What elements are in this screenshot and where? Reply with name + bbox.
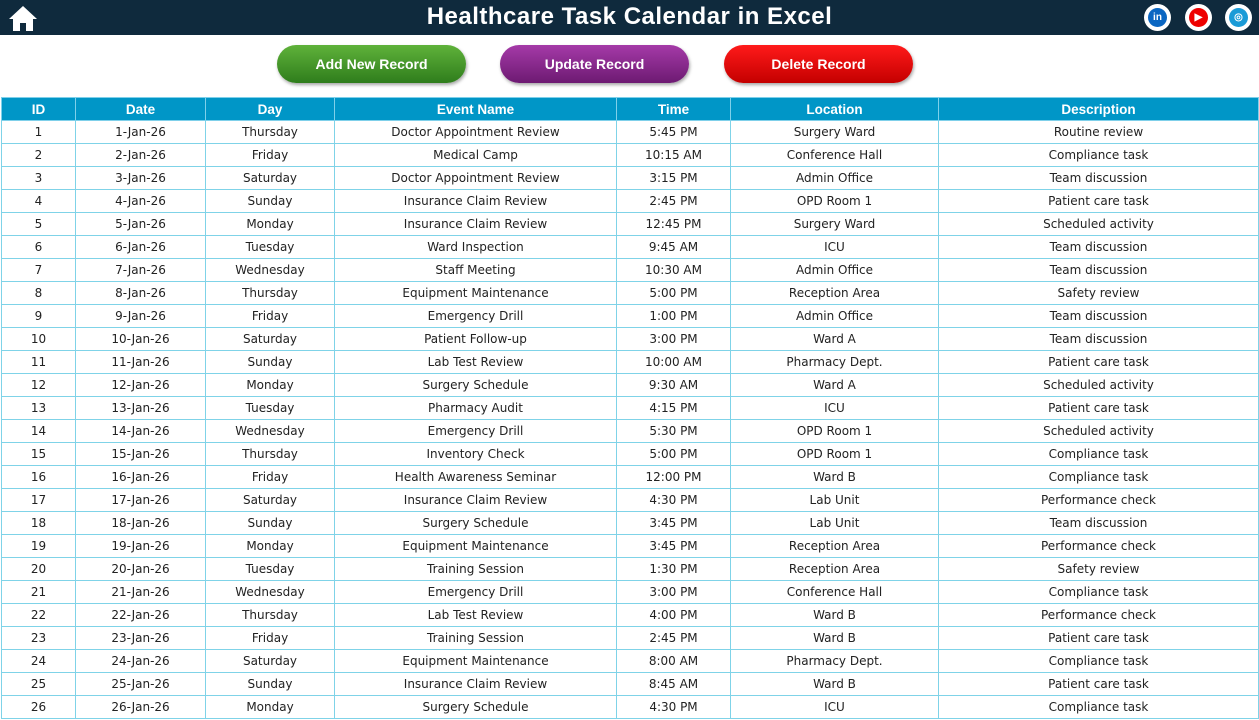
cell-id[interactable]: 6: [2, 236, 76, 259]
cell-time[interactable]: 3:45 PM: [617, 512, 731, 535]
cell-description[interactable]: Patient care task: [939, 627, 1259, 650]
cell-id[interactable]: 7: [2, 259, 76, 282]
table-row: [2, 650, 1259, 673]
cell-event-name[interactable]: Training Session: [335, 627, 617, 650]
cell-event-name[interactable]: Ward Inspection: [335, 236, 617, 259]
cell-date[interactable]: 2-Jan-26: [76, 144, 206, 167]
table-row: [2, 351, 1259, 374]
cell-location[interactable]: Conference Hall: [731, 581, 939, 604]
cell-id[interactable]: 1: [2, 121, 76, 144]
cell-day[interactable]: Tuesday: [206, 236, 335, 259]
cell-location[interactable]: Conference Hall: [731, 144, 939, 167]
column-header-id[interactable]: ID: [2, 98, 76, 121]
cell-time[interactable]: 4:00 PM: [617, 604, 731, 627]
cell-day[interactable]: Thursday: [206, 282, 335, 305]
cell-location[interactable]: ICU: [731, 696, 939, 719]
cell-date[interactable]: 9-Jan-26: [76, 305, 206, 328]
cell-id[interactable]: 2: [2, 144, 76, 167]
cell-event-name[interactable]: Insurance Claim Review: [335, 489, 617, 512]
cell-location[interactable]: Ward B: [731, 466, 939, 489]
cell-date[interactable]: 22-Jan-26: [76, 604, 206, 627]
cell-location[interactable]: Pharmacy Dept.: [731, 351, 939, 374]
cell-day[interactable]: Monday: [206, 696, 335, 719]
cell-event-name[interactable]: Lab Test Review: [335, 604, 617, 627]
table-row: [2, 489, 1259, 512]
cell-time[interactable]: 4:30 PM: [617, 696, 731, 719]
cell-day[interactable]: Thursday: [206, 121, 335, 144]
cell-date[interactable]: 25-Jan-26: [76, 673, 206, 696]
cell-day[interactable]: Friday: [206, 466, 335, 489]
cell-description[interactable]: Performance check: [939, 535, 1259, 558]
cell-location[interactable]: Admin Office: [731, 167, 939, 190]
cell-location[interactable]: OPD Room 1: [731, 443, 939, 466]
cell-day[interactable]: Saturday: [206, 489, 335, 512]
cell-event-name[interactable]: Insurance Claim Review: [335, 673, 617, 696]
cell-event-name[interactable]: Staff Meeting: [335, 259, 617, 282]
cell-description[interactable]: Safety review: [939, 558, 1259, 581]
cell-date[interactable]: 1-Jan-26: [76, 121, 206, 144]
globe-icon[interactable]: ◎: [1225, 4, 1252, 31]
cell-event-name[interactable]: Pharmacy Audit: [335, 397, 617, 420]
cell-description[interactable]: Patient care task: [939, 351, 1259, 374]
cell-description[interactable]: Team discussion: [939, 512, 1259, 535]
cell-time[interactable]: 4:15 PM: [617, 397, 731, 420]
cell-location[interactable]: Pharmacy Dept.: [731, 650, 939, 673]
cell-id[interactable]: 15: [2, 443, 76, 466]
cell-event-name[interactable]: Patient Follow-up: [335, 328, 617, 351]
table-row: [2, 190, 1259, 213]
cell-location[interactable]: Ward A: [731, 328, 939, 351]
table-row: [2, 236, 1259, 259]
cell-id[interactable]: 11: [2, 351, 76, 374]
cell-day[interactable]: Tuesday: [206, 558, 335, 581]
cell-event-name[interactable]: Inventory Check: [335, 443, 617, 466]
cell-event-name[interactable]: Emergency Drill: [335, 581, 617, 604]
cell-date[interactable]: 8-Jan-26: [76, 282, 206, 305]
cell-location[interactable]: Lab Unit: [731, 512, 939, 535]
cell-date[interactable]: 17-Jan-26: [76, 489, 206, 512]
youtube-icon[interactable]: ▶: [1185, 4, 1212, 31]
cell-description[interactable]: Compliance task: [939, 144, 1259, 167]
table-row: [2, 696, 1259, 719]
column-header-date[interactable]: Date: [76, 98, 206, 121]
cell-description[interactable]: Performance check: [939, 489, 1259, 512]
column-header-description[interactable]: Description: [939, 98, 1259, 121]
cell-event-name[interactable]: Doctor Appointment Review: [335, 121, 617, 144]
cell-time[interactable]: 1:00 PM: [617, 305, 731, 328]
cell-location[interactable]: Ward A: [731, 374, 939, 397]
table-row: [2, 420, 1259, 443]
records-table: [1, 97, 1259, 719]
cell-date[interactable]: 11-Jan-26: [76, 351, 206, 374]
cell-time[interactable]: 5:30 PM: [617, 420, 731, 443]
table-row: [2, 282, 1259, 305]
cell-day[interactable]: Sunday: [206, 190, 335, 213]
cell-event-name[interactable]: Insurance Claim Review: [335, 213, 617, 236]
cell-date[interactable]: 15-Jan-26: [76, 443, 206, 466]
cell-time[interactable]: 9:30 AM: [617, 374, 731, 397]
cell-date[interactable]: 10-Jan-26: [76, 328, 206, 351]
cell-time[interactable]: 10:15 AM: [617, 144, 731, 167]
cell-event-name[interactable]: Emergency Drill: [335, 420, 617, 443]
page-title: Healthcare Task Calendar in Excel: [426, 3, 833, 30]
cell-day[interactable]: Friday: [206, 627, 335, 650]
cell-description[interactable]: Scheduled activity: [939, 420, 1259, 443]
table-row: [2, 512, 1259, 535]
cell-day[interactable]: Wednesday: [206, 581, 335, 604]
cell-description[interactable]: Compliance task: [939, 466, 1259, 489]
cell-location[interactable]: Reception Area: [731, 535, 939, 558]
table-row: [2, 443, 1259, 466]
cell-event-name[interactable]: Training Session: [335, 558, 617, 581]
table-row: [2, 374, 1259, 397]
cell-description[interactable]: Scheduled activity: [939, 213, 1259, 236]
cell-description[interactable]: Performance check: [939, 604, 1259, 627]
cell-time[interactable]: 3:15 PM: [617, 167, 731, 190]
cell-description[interactable]: Compliance task: [939, 581, 1259, 604]
cell-id[interactable]: 16: [2, 466, 76, 489]
cell-date[interactable]: 21-Jan-26: [76, 581, 206, 604]
linkedin-icon[interactable]: in: [1144, 4, 1171, 31]
cell-time[interactable]: 2:45 PM: [617, 627, 731, 650]
cell-id[interactable]: 22: [2, 604, 76, 627]
cell-event-name[interactable]: Lab Test Review: [335, 351, 617, 374]
table-row: [2, 581, 1259, 604]
table-row: [2, 144, 1259, 167]
cell-time[interactable]: 12:45 PM: [617, 213, 731, 236]
add-new-record-button[interactable]: Add New Record: [277, 45, 466, 83]
cell-description[interactable]: Scheduled activity: [939, 374, 1259, 397]
cell-day[interactable]: Monday: [206, 213, 335, 236]
cell-day[interactable]: Thursday: [206, 604, 335, 627]
delete-record-button[interactable]: Delete Record: [724, 45, 913, 83]
cell-id[interactable]: 4: [2, 190, 76, 213]
cell-id[interactable]: 23: [2, 627, 76, 650]
cell-date[interactable]: 3-Jan-26: [76, 167, 206, 190]
cell-day[interactable]: Sunday: [206, 512, 335, 535]
column-header-time[interactable]: Time: [617, 98, 731, 121]
cell-date[interactable]: 24-Jan-26: [76, 650, 206, 673]
cell-id[interactable]: 19: [2, 535, 76, 558]
cell-location[interactable]: Reception Area: [731, 558, 939, 581]
cell-time[interactable]: 4:30 PM: [617, 489, 731, 512]
cell-time[interactable]: 5:00 PM: [617, 282, 731, 305]
cell-location[interactable]: ICU: [731, 397, 939, 420]
cell-event-name[interactable]: Equipment Maintenance: [335, 282, 617, 305]
cell-time[interactable]: 3:00 PM: [617, 581, 731, 604]
cell-id[interactable]: 12: [2, 374, 76, 397]
cell-description[interactable]: Patient care task: [939, 673, 1259, 696]
cell-location[interactable]: ICU: [731, 236, 939, 259]
cell-day[interactable]: Sunday: [206, 673, 335, 696]
table-row: [2, 328, 1259, 351]
cell-location[interactable]: OPD Room 1: [731, 420, 939, 443]
cell-time[interactable]: 3:00 PM: [617, 328, 731, 351]
cell-location[interactable]: Surgery Ward: [731, 213, 939, 236]
column-header-event-name[interactable]: Event Name: [335, 98, 617, 121]
cell-location[interactable]: Admin Office: [731, 259, 939, 282]
cell-description[interactable]: Team discussion: [939, 305, 1259, 328]
cell-time[interactable]: 3:45 PM: [617, 535, 731, 558]
cell-date[interactable]: 20-Jan-26: [76, 558, 206, 581]
cell-day[interactable]: Thursday: [206, 443, 335, 466]
cell-event-name[interactable]: Doctor Appointment Review: [335, 167, 617, 190]
cell-day[interactable]: Wednesday: [206, 259, 335, 282]
cell-day[interactable]: Monday: [206, 535, 335, 558]
cell-day[interactable]: Saturday: [206, 167, 335, 190]
cell-date[interactable]: 6-Jan-26: [76, 236, 206, 259]
table-row: [2, 535, 1259, 558]
cell-event-name[interactable]: Insurance Claim Review: [335, 190, 617, 213]
cell-id[interactable]: 3: [2, 167, 76, 190]
cell-description[interactable]: Compliance task: [939, 443, 1259, 466]
cell-day[interactable]: Friday: [206, 305, 335, 328]
cell-time[interactable]: 5:00 PM: [617, 443, 731, 466]
cell-id[interactable]: 20: [2, 558, 76, 581]
cell-time[interactable]: 1:30 PM: [617, 558, 731, 581]
cell-id[interactable]: 8: [2, 282, 76, 305]
cell-time[interactable]: 8:00 AM: [617, 650, 731, 673]
cell-id[interactable]: 13: [2, 397, 76, 420]
cell-time[interactable]: 12:00 PM: [617, 466, 731, 489]
cell-date[interactable]: 26-Jan-26: [76, 696, 206, 719]
cell-day[interactable]: Tuesday: [206, 397, 335, 420]
cell-id[interactable]: 17: [2, 489, 76, 512]
cell-location[interactable]: Ward B: [731, 604, 939, 627]
table-row: [2, 673, 1259, 696]
cell-date[interactable]: 18-Jan-26: [76, 512, 206, 535]
table-row: [2, 167, 1259, 190]
cell-date[interactable]: 12-Jan-26: [76, 374, 206, 397]
cell-date[interactable]: 13-Jan-26: [76, 397, 206, 420]
cell-date[interactable]: 16-Jan-26: [76, 466, 206, 489]
cell-time[interactable]: 2:45 PM: [617, 190, 731, 213]
table-row: [2, 121, 1259, 144]
table-row: [2, 558, 1259, 581]
cell-description[interactable]: Team discussion: [939, 167, 1259, 190]
title-bar: [0, 0, 1259, 35]
cell-day[interactable]: Wednesday: [206, 420, 335, 443]
cell-location[interactable]: Ward B: [731, 627, 939, 650]
column-header-location[interactable]: Location: [731, 98, 939, 121]
cell-date[interactable]: 4-Jan-26: [76, 190, 206, 213]
cell-id[interactable]: 24: [2, 650, 76, 673]
cell-day[interactable]: Saturday: [206, 650, 335, 673]
cell-location[interactable]: Reception Area: [731, 282, 939, 305]
cell-location[interactable]: Surgery Ward: [731, 121, 939, 144]
table-row: [2, 213, 1259, 236]
cell-event-name[interactable]: Medical Camp: [335, 144, 617, 167]
cell-description[interactable]: Patient care task: [939, 397, 1259, 420]
cell-event-name[interactable]: Equipment Maintenance: [335, 650, 617, 673]
cell-description[interactable]: Compliance task: [939, 650, 1259, 673]
cell-event-name[interactable]: Surgery Schedule: [335, 696, 617, 719]
cell-id[interactable]: 25: [2, 673, 76, 696]
cell-id[interactable]: 26: [2, 696, 76, 719]
cell-description[interactable]: Routine review: [939, 121, 1259, 144]
cell-id[interactable]: 21: [2, 581, 76, 604]
cell-time[interactable]: 9:45 AM: [617, 236, 731, 259]
cell-time[interactable]: 10:00 AM: [617, 351, 731, 374]
cell-time[interactable]: 10:30 AM: [617, 259, 731, 282]
cell-id[interactable]: 5: [2, 213, 76, 236]
cell-description[interactable]: Team discussion: [939, 328, 1259, 351]
cell-id[interactable]: 18: [2, 512, 76, 535]
cell-date[interactable]: 5-Jan-26: [76, 213, 206, 236]
cell-date[interactable]: 23-Jan-26: [76, 627, 206, 650]
cell-id[interactable]: 10: [2, 328, 76, 351]
cell-time[interactable]: 5:45 PM: [617, 121, 731, 144]
cell-date[interactable]: 14-Jan-26: [76, 420, 206, 443]
cell-id[interactable]: 14: [2, 420, 76, 443]
cell-location[interactable]: Lab Unit: [731, 489, 939, 512]
cell-description[interactable]: Patient care task: [939, 190, 1259, 213]
cell-description[interactable]: Team discussion: [939, 259, 1259, 282]
cell-description[interactable]: Team discussion: [939, 236, 1259, 259]
cell-description[interactable]: Safety review: [939, 282, 1259, 305]
update-record-button[interactable]: Update Record: [500, 45, 689, 83]
cell-event-name[interactable]: Surgery Schedule: [335, 512, 617, 535]
table-row: [2, 305, 1259, 328]
cell-location[interactable]: OPD Room 1: [731, 190, 939, 213]
cell-event-name[interactable]: Equipment Maintenance: [335, 535, 617, 558]
table-row: [2, 466, 1259, 489]
cell-time[interactable]: 8:45 AM: [617, 673, 731, 696]
table-header-row: [2, 98, 1259, 121]
cell-event-name[interactable]: Surgery Schedule: [335, 374, 617, 397]
table-row: [2, 627, 1259, 650]
cell-event-name[interactable]: Emergency Drill: [335, 305, 617, 328]
table-row: [2, 259, 1259, 282]
cell-event-name[interactable]: Health Awareness Seminar: [335, 466, 617, 489]
cell-date[interactable]: 19-Jan-26: [76, 535, 206, 558]
cell-id[interactable]: 9: [2, 305, 76, 328]
table-row: [2, 397, 1259, 420]
cell-date[interactable]: 7-Jan-26: [76, 259, 206, 282]
cell-location[interactable]: Ward B: [731, 673, 939, 696]
table-row: [2, 604, 1259, 627]
column-header-day[interactable]: Day: [206, 98, 335, 121]
cell-day[interactable]: Monday: [206, 374, 335, 397]
cell-day[interactable]: Saturday: [206, 328, 335, 351]
cell-location[interactable]: Admin Office: [731, 305, 939, 328]
cell-description[interactable]: Compliance task: [939, 696, 1259, 719]
cell-day[interactable]: Friday: [206, 144, 335, 167]
cell-day[interactable]: Sunday: [206, 351, 335, 374]
